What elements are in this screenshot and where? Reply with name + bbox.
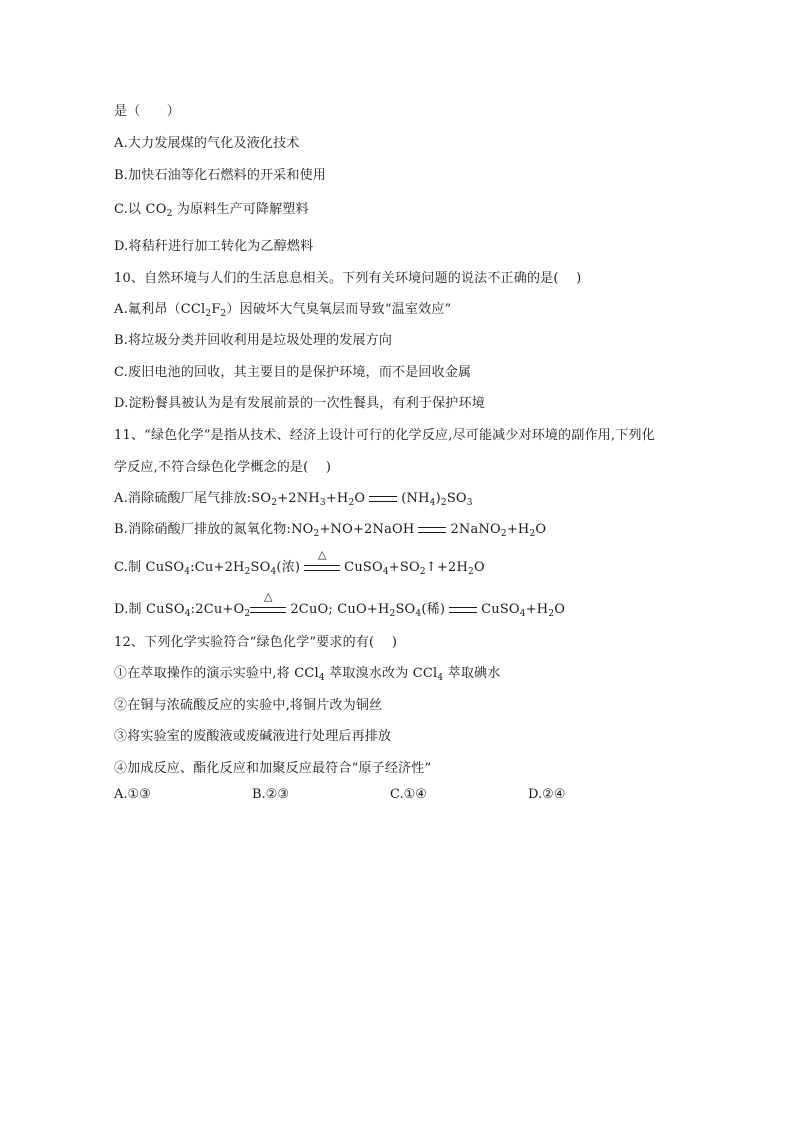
q9-option-a: A.大力发展煤的气化及液化技术 (114, 136, 300, 151)
q11-stem-line1: 11、“绿色化学”是指从技术、经济上设计可行的化学反应,尽可能减少对环境的副作用,下列化 (114, 428, 655, 443)
q9-stem-tail: 是（ ） (114, 104, 181, 119)
q10-option-c: C.废旧电池的回收，其主要目的是保护环境，而不是回收金属 (114, 365, 472, 380)
q12-item-4: ④加成反应、酯化反应和加聚反应最符合“原子经济性” (114, 761, 432, 776)
equals-sign (418, 527, 446, 533)
q12-choice-a: A.①③ (114, 787, 151, 802)
q9-option-b: B.加快石油等化石燃料的开采和使用 (114, 168, 327, 183)
equals-sign (449, 607, 477, 613)
heat-condition: △ (317, 547, 327, 561)
q10-option-d: D.淀粉餐具被认为是有发展前景的一次性餐具，有利于保护环境 (114, 396, 485, 411)
q10-option-a: A.氟利昂$(CCl_2F_2)$因破坏大气臭氧层而导致“温室效应” (114, 302, 452, 319)
q11-stem-line2: 学反应,不符合绿色化学概念的是( ) (114, 460, 332, 475)
q10-option-b: B.将垃圾分类并回收利用是垃圾处理的发展方向 (114, 333, 393, 348)
q11-option-c: C.制 $CuSO_4:Cu+2H_2SO_4$(浓) △ $CuSO_4+SO_2↑+2H_2O$ (114, 547, 485, 577)
heat-condition: △ (263, 589, 273, 603)
q12-choice-d: D.②④ (528, 787, 566, 802)
q9-option-c: C.以 $CO_2$ 为原料生产可降解塑料 (114, 202, 309, 219)
q10-stem: 10、自然环境与人们的生活息息相关。下列有关环境问题的说法不正确的是( ) (114, 271, 582, 286)
q12-item-3: ③将实验室的废酸液或废碱液进行处理后再排放 (114, 729, 392, 744)
q12-choice-b: B.②③ (252, 787, 289, 802)
q11-option-b: B.消除硝酸厂排放的氮氧化物$:NO_2+NO+2NaOH$ $2NaNO_2+H_2O$ (114, 522, 547, 539)
q12-choice-c: C.①④ (390, 787, 427, 802)
q12-item-2: ②在铜与浓硫酸反应的实验中,将铜片改为铜丝 (114, 698, 383, 713)
q11-option-d: D.制 $CuSO_4:2Cu+O_2$ △ 2CuO; $CuO+H_2SO_4$(稀) $CuSO_4+H_2O$ (114, 589, 566, 619)
equals-sign (369, 496, 397, 502)
heat-equals-sign (304, 547, 340, 571)
q12-stem: 12、下列化学实验符合“绿色化学”要求的有( ) (114, 635, 398, 650)
q9-option-d: D.将秸秆进行加工转化为乙醇燃料 (114, 239, 314, 254)
heat-equals-sign (250, 589, 286, 613)
q11-option-a: A.消除硫酸厂尾气排放$:SO_2+2NH_3+H_2O$ $(NH_4)_2SO_3$ (114, 491, 473, 508)
q12-item-1: ①在萃取操作的演示实验中,将 CCl$_4$ 萃取溴水改为 CCl$_4$ 萃取碘水 (114, 666, 501, 683)
